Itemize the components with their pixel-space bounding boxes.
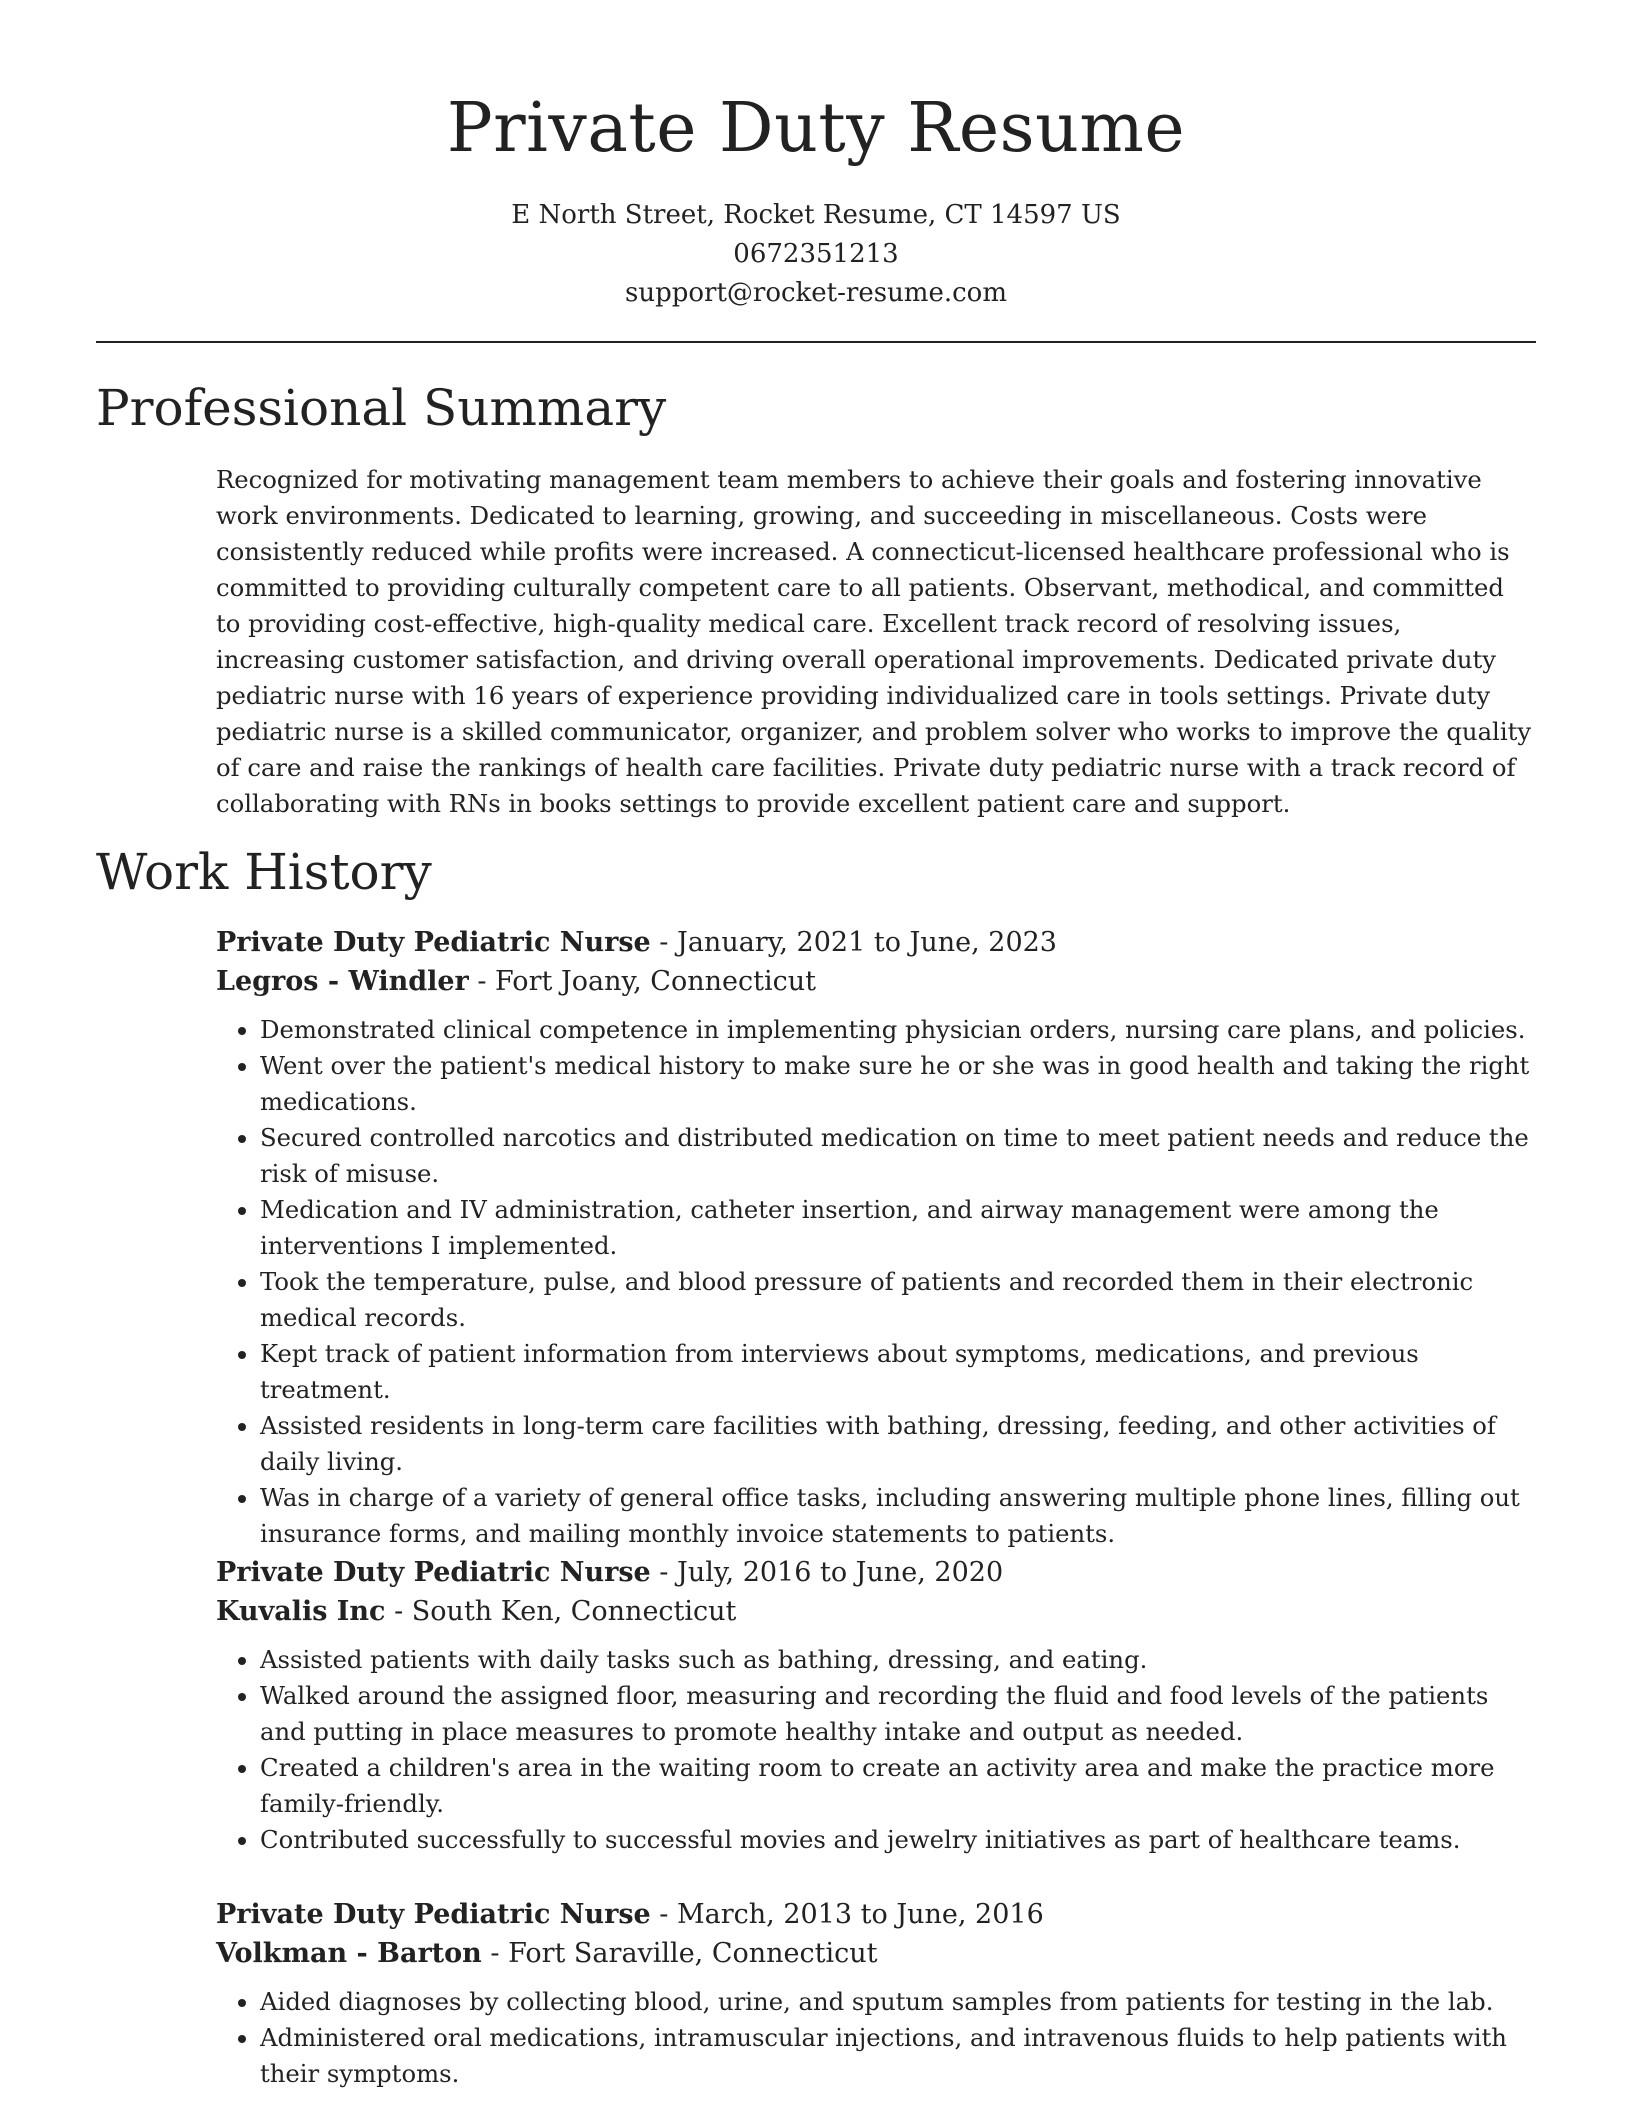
job-bullet: • Secured controlled narcotics and distributed medication on time to meet patient needs and reduce the risk of misuse. [260, 1120, 1536, 1192]
job-entry [216, 1895, 1536, 2092]
job-bullet: • Assisted patients with daily tasks such as bathing, dressing, and eating. [260, 1642, 1536, 1678]
job-company-line [216, 1934, 1536, 1973]
job-dates: - January, 2021 to June, 2023 [650, 927, 1057, 958]
resume-header [0, 0, 1632, 313]
job-title: Private Duty Pediatric Nurse [216, 1899, 651, 1930]
job-company-line [216, 1592, 1536, 1631]
job-bullet: • Kept track of patient information from interviews about symptoms, medications, and previous treatment. [260, 1336, 1536, 1408]
contact-block [0, 196, 1632, 313]
job-bullets [216, 1012, 1536, 1552]
header-divider [96, 341, 1536, 343]
job-bullet: • Was in charge of a variety of general office tasks, including answering multiple phone lines, filling out insurance forms, and mailing monthly invoice statements to patients. [260, 1480, 1536, 1552]
job-dates: - March, 2013 to June, 2016 [650, 1899, 1044, 1930]
section-heading-work-history: Work History [96, 843, 432, 901]
job-bullet: • Went over the patient's medical history to make sure he or she was in good health and taking the right medications. [260, 1048, 1536, 1120]
job-title: Private Duty Pediatric Nurse [216, 927, 651, 958]
job-bullet: • Administered oral medications, intramuscular injections, and intravenous fluids to help patients with their symptoms. [260, 2020, 1536, 2092]
resume-title: Private Duty Resume [446, 89, 1186, 168]
job-company: Legros - Windler [216, 966, 469, 997]
job-title-line [216, 1895, 1536, 1934]
job-location: - Fort Saraville, Connecticut [481, 1938, 878, 1969]
job-location: - South Ken, Connecticut [385, 1596, 737, 1627]
job-company: Volkman - Barton [216, 1938, 482, 1969]
job-title-line [216, 923, 1536, 962]
job-bullet: • Walked around the assigned floor, measuring and recording the fluid and food levels of the patients and putting in place measures to promote healthy intake and output as needed. [260, 1678, 1536, 1750]
contact-phone: 0672351213 [733, 239, 899, 269]
job-bullets [216, 1984, 1536, 2092]
job-bullet: • Created a children's area in the waiting room to create an activity area and make the practice more family-friendly. [260, 1750, 1536, 1822]
job-entry [216, 1553, 1536, 1858]
job-title: Private Duty Pediatric Nurse [216, 1557, 651, 1588]
job-bullet: • Contributed successfully to successful movies and jewelry initiatives as part of healthcare teams. [260, 1822, 1536, 1858]
job-bullet: • Medication and IV administration, catheter insertion, and airway management were among the interventions I implemented. [260, 1192, 1536, 1264]
job-bullet: • Aided diagnoses by collecting blood, urine, and sputum samples from patients for testing in the lab. [260, 1984, 1536, 2020]
contact-address: E North Street, Rocket Resume, CT 14597 US [511, 200, 1121, 230]
job-bullet: • Demonstrated clinical competence in implementing physician orders, nursing care plans, and policies. [260, 1012, 1536, 1048]
section-heading-summary: Professional Summary [96, 379, 667, 437]
summary-text: Recognized for motivating management team members to achieve their goals and fostering innovative work environments. Dedicated to learning, growing, and succeeding in miscellaneous. Costs were consistently reduced while profits were increased. A connecticut-licensed healthcare professional who is committed to providing culturally competent care to all patients. Observant, methodical, and committed to providing cost-effective, high-quality medical care. Excellent track record of resolving issues, increasing customer satisfaction, and driving overall operational improvements. Dedicated private duty pediatric nurse with 16 years of experience providing individualized care in tools settings. Private duty pediatric nurse is a skilled communicator, organizer, and problem solver who works to improve the quality of care and raise the rankings of health care facilities. Private duty pediatric nurse with a track record of collaborating with RNs in books settings to provide excellent patient care and support. [216, 465, 1532, 818]
job-entry [216, 923, 1536, 1552]
job-bullet: • Took the temperature, pulse, and blood pressure of patients and recorded them in their electronic medical records. [260, 1264, 1536, 1336]
job-bullets [216, 1642, 1536, 1858]
contact-email: support@rocket-resume.com [624, 278, 1007, 308]
job-title-line [216, 1553, 1536, 1592]
job-company-line [216, 962, 1536, 1001]
job-dates: - July, 2016 to June, 2020 [650, 1557, 1004, 1588]
job-bullet: • Assisted residents in long-term care facilities with bathing, dressing, feeding, and other activities of daily living. [260, 1408, 1536, 1480]
job-company: Kuvalis Inc [216, 1596, 386, 1627]
job-location: - Fort Joany, Connecticut [468, 966, 816, 997]
